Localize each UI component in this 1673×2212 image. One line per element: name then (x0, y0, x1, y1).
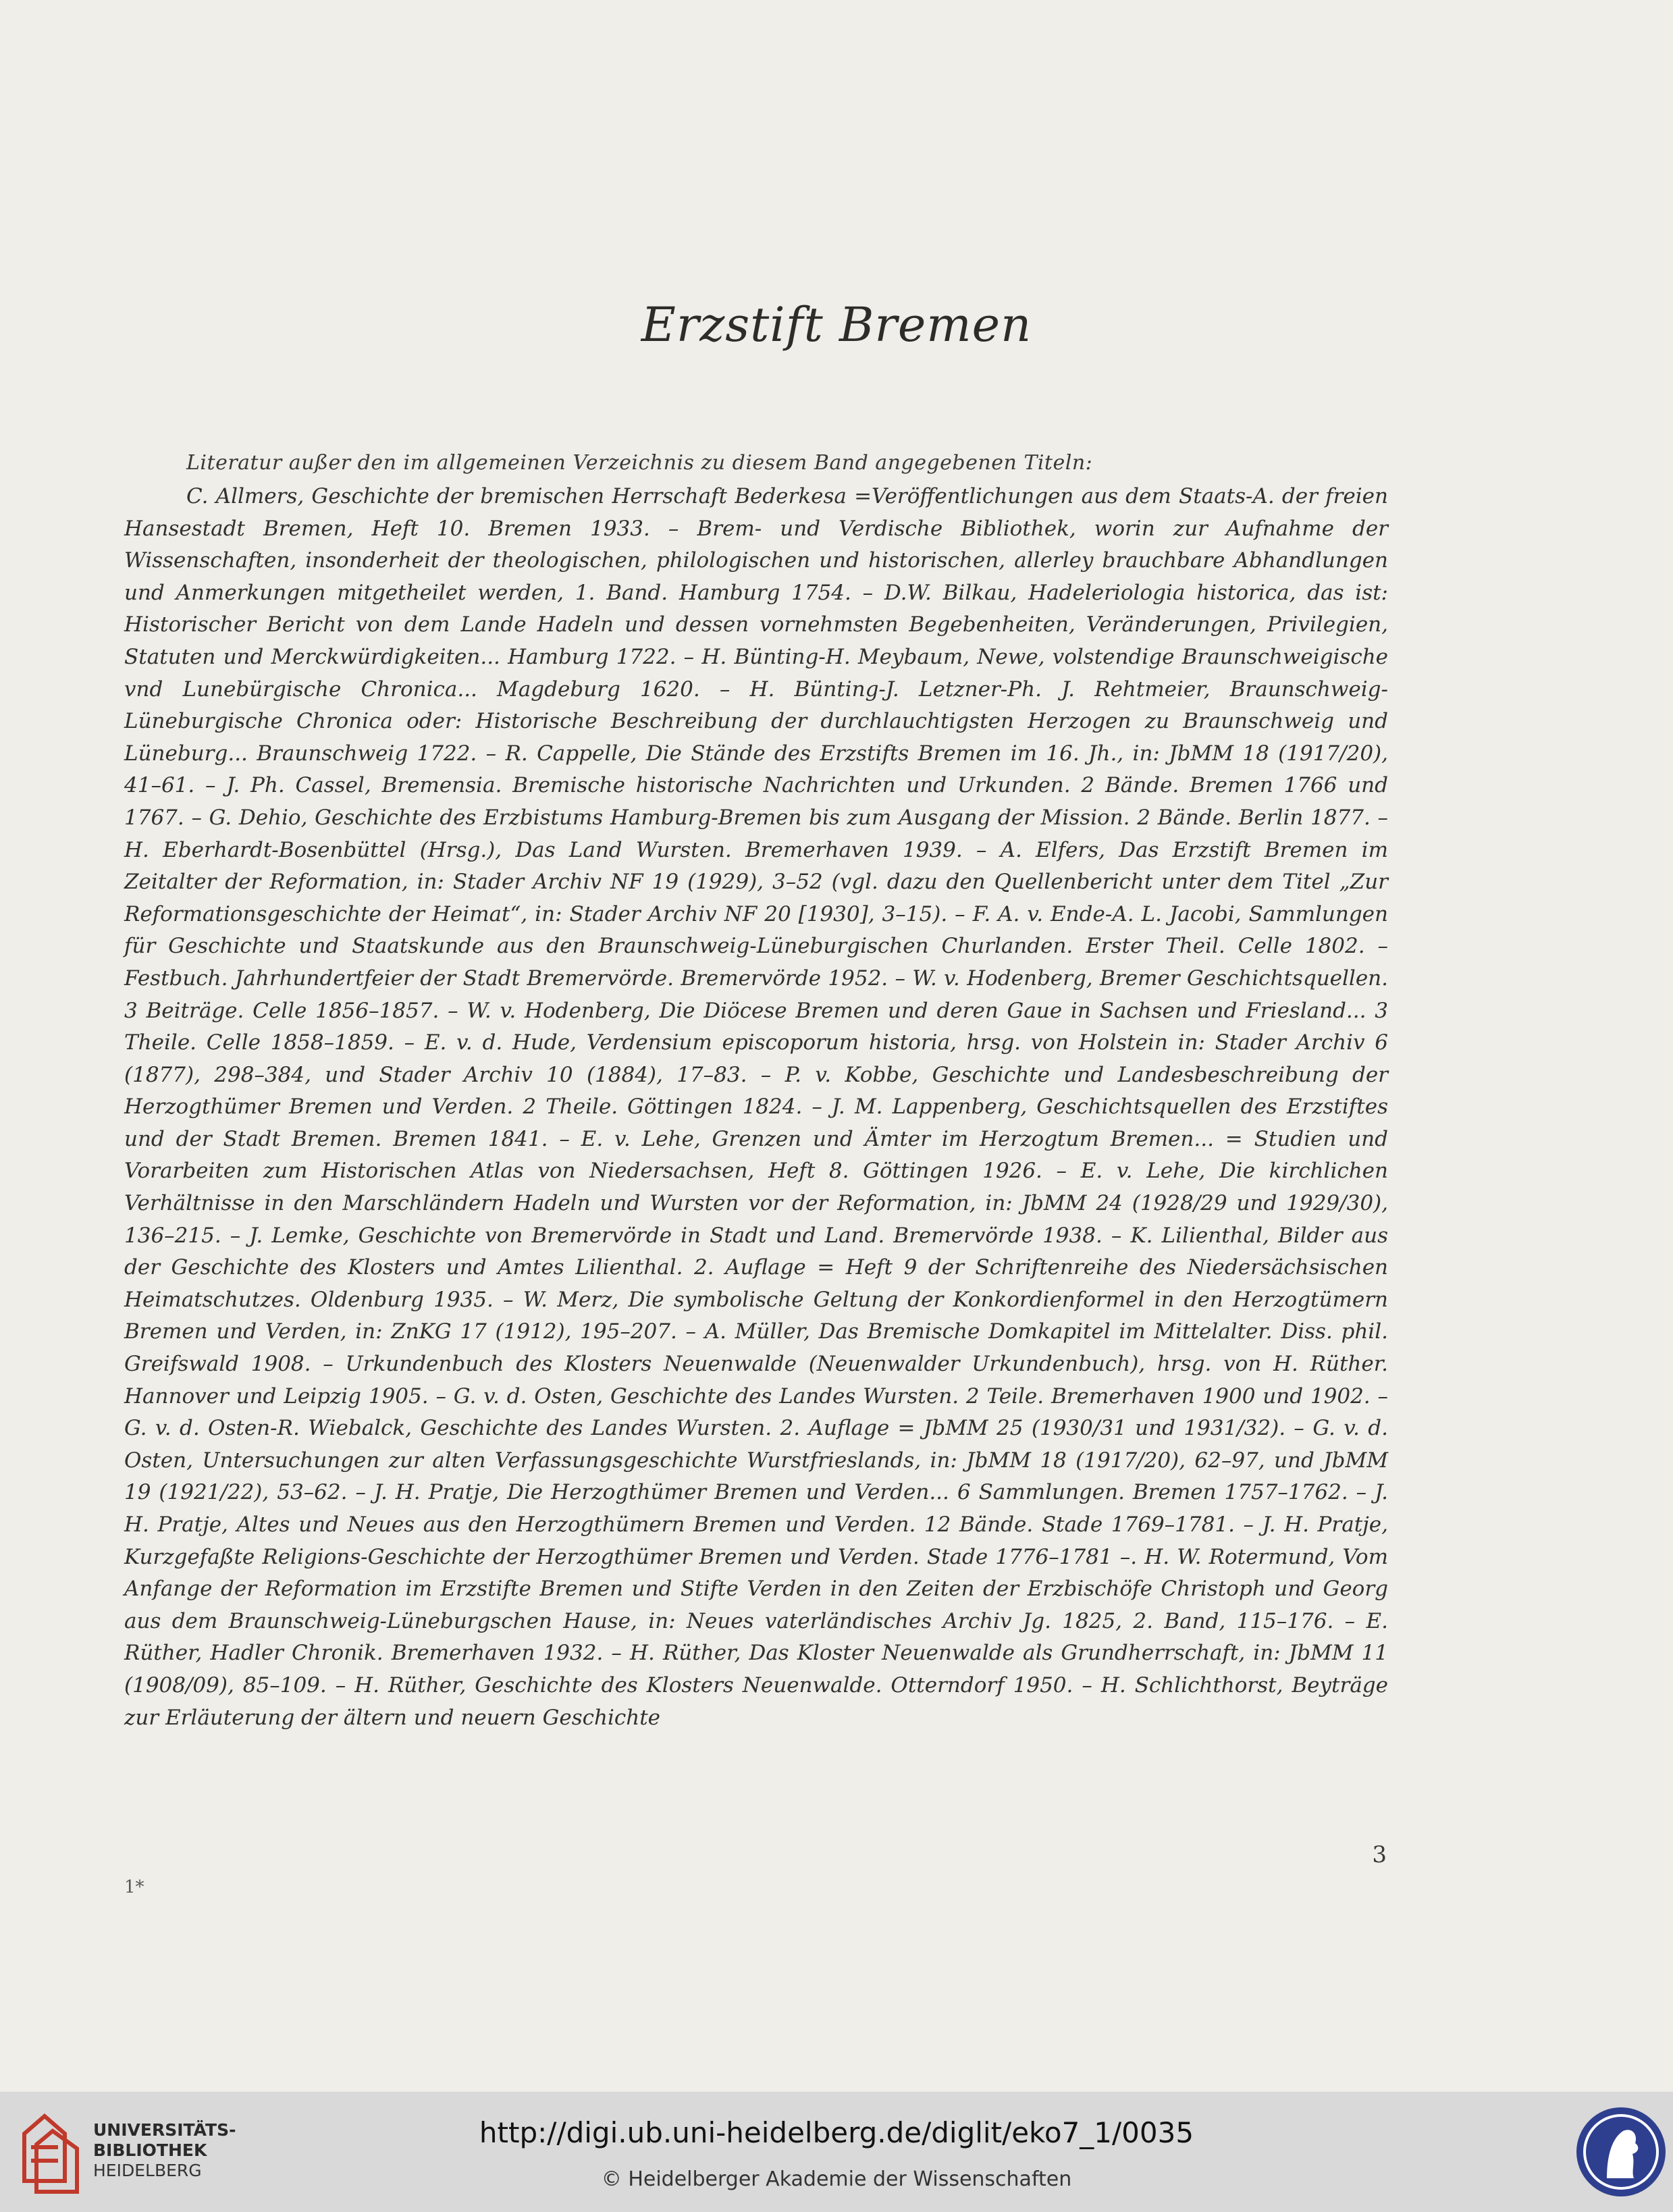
page-title: Erzstift Bremen (641, 297, 1032, 352)
permalink-url[interactable]: http://digi.ub.uni-heidelberg.de/diglit/eko7_1/0035 (479, 2116, 1194, 2149)
logo-line-2: BIBLIOTHEK (93, 2140, 207, 2160)
literature-intro: Literatur außer den im allgemeinen Verzeichnis zu diesem Band angegebenen Titeln: (186, 451, 1093, 475)
academy-seal-icon[interactable] (1573, 2104, 1669, 2200)
signature-mark: 1* (124, 1877, 144, 1897)
logo-line-1: UNIVERSITÄTS- (93, 2120, 236, 2140)
copyright-notice: © Heidelberger Akademie der Wissenschaften (601, 2167, 1072, 2191)
page-number: 3 (1372, 1841, 1387, 1868)
bibliography-paragraph: C. Allmers, Geschichte der bremischen Herrschaft Bederkesa =Veröffentlichungen aus dem Staats-A. der freien Hansestadt Bremen, Heft 10. Bremen 1933. – Brem- und Verdische Bibliothek, worin zur Aufnahme der Wissenschaften, insonderheit der theologischen, philologischen und historischen, allerley brauchbare Abhandlungen und Anmerkungen mitgetheilet werden, 1. Band. Hamburg 1754. – D.W. Bilkau, Hadeleriologia historica, das ist: Historischer Bericht von dem Lande Hadeln und dessen vornehmsten Begebenheiten, Veränderungen, Privilegien, Statuten und Merckwürdigkeiten... Hamburg 1722. – H. Bünting-H. Meybaum, Newe, volstendige Braunschweigische vnd Lunebürgische Chronica... Magdeburg 1620. – H. Bünting-J. Letzner-Ph. J. Rehtmeier, Braunschweig-Lüneburgische Chronica oder: Historische Beschreibung der durchlauchtigsten Herzogen zu Braunschweig und Lüneburg... Braunschweig 1722. – R. Cappelle, Die Stände des Erzstifts Bremen im 16. Jh., in: JbMM 18 (1917/20), 41–61. – J. Ph. Cassel, Bremensia. Bremische historische Nachrichten und Urkunden. 2 Bände. Bremen 1766 und 1767. – G. Dehio, Geschichte des Erzbistums Hamburg-Bremen bis zum Ausgang der Mission. 2 Bände. Berlin 1877. – H. Eberhardt-Bosenbüttel (Hrsg.), Das Land Wursten. Bremerhaven 1939. – A. Elfers, Das Erzstift Bremen im Zeitalter der Reformation, in: Stader Archiv NF 19 (1929), 3–52 (vgl. dazu den Quellenbericht unter dem Titel „Zur Reformationsgeschichte der Heimat“, in: Stader Archiv NF 20 [1930], 3–15). – F. A. v. Ende-A. L. Jacobi, Sammlungen für Geschichte und Staatskunde aus den Braunschweig-Lüneburgischen Churlanden. Erster Theil. Celle 1802. – Festbuch. Jahrhundertfeier der Stadt Bremervörde. Bremervörde 1952. – W. v. Hodenberg, Bremer Geschichtsquellen. 3 Beiträge. Celle 1856–1857. – W. v. Hodenberg, Die Diöcese Bremen und deren Gaue in Sachsen und Friesland... 3 Theile. Celle 1858–1859. – E. v. d. Hude, Verdensium episcoporum historia, hrsg. von Holstein in: Stader Archiv 6 (1877), 298–384, und Stader Archiv 10 (1884), 17–83. – P. v. Kobbe, Geschichte und Landesbeschreibung der Herzogthümer Bremen und Verden. 2 Theile. Göttingen 1824. – J. M. Lappenberg, Geschichtsquellen des Erzstiftes und der Stadt Bremen. Bremen 1841. – E. v. Lehe, Grenzen und Ämter im Herzogtum Bremen... = Studien und Vorarbeiten zum Historischen Atlas von Niedersachsen, Heft 8. Göttingen 1926. – E. v. Lehe, Die kirchlichen Verhältnisse in den Marschländern Hadeln und Wursten vor der Reformation, in: JbMM 24 (1928/29 und 1929/30), 136–215. – J. Lemke, Geschichte von Bremervörde in Stadt und Land. Bremervörde 1938. – K. Lilienthal, Bilder aus der Geschichte des Klosters und Amtes Lilienthal. 2. Auflage = Heft 9 der Schriftenreihe des Niedersächsischen Heimatschutzes. Oldenburg 1935. – W. Merz, Die symbolische Geltung der Konkordienformel in den Herzogtümern Bremen und Verden, in: ZnKG 17 (1912), 195–207. – A. Müller, Das Bremische Domkapitel im Mittelalter. Diss. phil. Greifswald 1908. – Urkundenbuch des Klosters Neuenwalde (Neuenwalder Urkundenbuch), hrsg. von H. Rüther. Hannover und Leipzig 1905. – G. v. d. Osten, Geschichte des Landes Wursten. 2 Teile. Bremerhaven 1900 und 1902. – G. v. d. Osten-R. Wiebalck, Geschichte des Landes Wursten. 2. Auflage = JbMM 25 (1930/31 und 1931/32). – G. v. d. Osten, Untersuchungen zur alten Verfassungsgeschichte Wurstfrieslands, in: JbMM 18 (1917/20), 62–97, und JbMM 19 (1921/22), 53–62. – J. H. Pratje, Die Herzogthümer Bremen und Verden... 6 Sammlungen. Bremen 1757–1762. – J. H. Pratje, Altes und Neues aus den Herzogthümern Bremen und Verden. 12 Bände. Stade 1769–1781. – J. H. Pratje, Kurzgefaßte Religions-Geschichte der Herzogthümer Bremen und Verden. Stade 1776–1781 –. H. W. Rotermund, Vom Anfange der Reformation im Erzstifte Bremen und Stifte Verden in den Zeiten der Erzbischöfe Christoph und Georg aus dem Braunschweig-Lüneburgschen Hause, in: Neues vaterländisches Archiv Jg. 1825, 2. Band, 115–176. – E. Rüther, Hadler Chronik. Bremerhaven 1932. – H. Rüther, Das Kloster Neuenwalde als Grundherrschaft, in: JbMM 11 (1908/09), 85–109. – H. Rüther, Geschichte des Klosters Neuenwalde. Otterndorf 1950. – H. Schlichthorst, Beyträge zur Erläuterung der ältern und neuern Geschichte (124, 484, 1388, 1730)
viewer-footer (0, 2092, 1673, 2212)
logo-line-3: HEIDELBERG (93, 2161, 202, 2180)
